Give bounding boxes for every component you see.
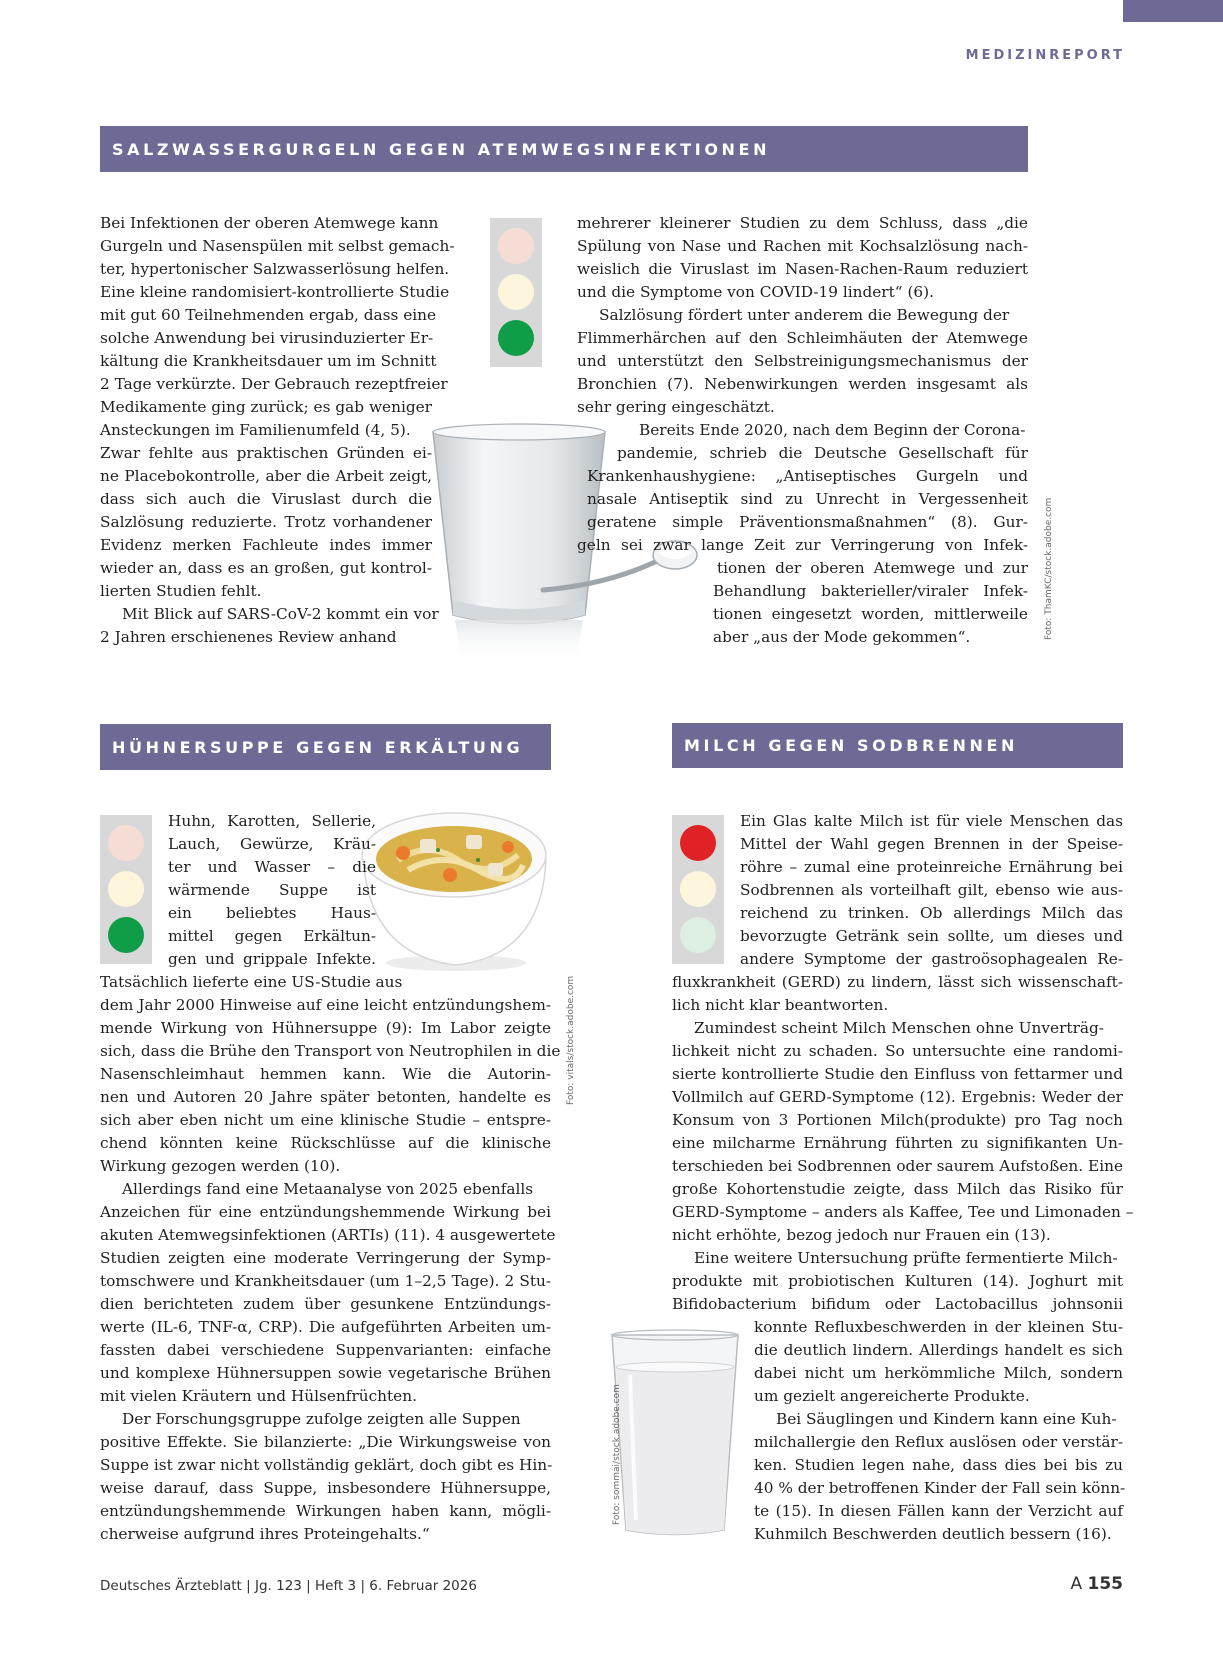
text-line: ein beliebtes Haus- — [168, 904, 376, 922]
text-line: milchallergie den Reflux auslösen oder verstär- — [754, 1433, 1123, 1451]
text-line: röhre – zumal eine proteinreiche Ernährung bei — [740, 858, 1123, 876]
text-line: andere Symptome der gastroösophagealen Re- — [740, 950, 1123, 968]
text-line: entzündungshemmende Wirkungen haben kann, mögli- — [100, 1502, 551, 1520]
text-line: Huhn, Karotten, Sellerie, — [168, 812, 376, 830]
text-line: Bronchien (7). Nebenwirkungen werden insgesamt als — [577, 375, 1028, 393]
text-line: Kuhmilch Beschwerden deutlich bessern (16). — [754, 1525, 1112, 1543]
text-line: sierte kontrollierte Studie den Einfluss von fettarmer und — [672, 1065, 1123, 1083]
text-line: ne Placebokontrolle, aber die Arbeit zeigt, — [100, 467, 432, 485]
page-number — [1070, 1574, 1123, 1594]
text-line: Krankenhaushygiene: „Antiseptisches Gurgeln und — [587, 467, 1028, 485]
text-line: Evidenz merken Fachleute indes immer — [100, 536, 432, 554]
salzwasser-section-title: SALZWASSERGURGELN GEGEN ATEMWEGSINFEKTIONEN — [100, 126, 1028, 172]
text-line: dien berichteten zudem über gesunkene Entzündungs- — [100, 1295, 551, 1313]
corner-accent-bar — [1123, 0, 1223, 22]
text-line: aber „aus der Mode gekommen“. — [713, 628, 971, 646]
salzwasser-photo-credit: Foto: ThamKC/stock.adobe.com — [1044, 497, 1054, 640]
text-line: wieder an, dass es an großen, gut kontrol- — [100, 559, 432, 577]
text-line: Gurgeln und Nasenspülen mit selbst gemach- — [100, 237, 455, 255]
text-line: und unterstützt den Selbstreinigungsmechanismus der — [577, 352, 1028, 370]
text-line: Bei Säuglingen und Kindern kann eine Kuh- — [776, 1410, 1117, 1428]
milch-photo-credit: Foto: sommai/stock.adobe.com — [612, 1384, 622, 1525]
text-line: Eine kleine randomisiert-kontrollierte Studie — [100, 283, 450, 301]
text-line: Wirkung gezogen werden (10). — [100, 1157, 341, 1175]
text-line: produkte mit probiotischen Kulturen (14). Joghurt mit — [672, 1272, 1123, 1290]
text-line: Bifidobacterium bifidum oder Lactobacillus johnsonii — [672, 1295, 1123, 1313]
text-line: wärmende Suppe ist — [168, 881, 376, 899]
text-line: tionen eingesetzt worden, mittlerweile — [713, 605, 1028, 623]
huehnersuppe-text — [100, 810, 561, 1546]
text-line: nicht erhöhte, bezog jedoch nur Frauen ein (13). — [672, 1226, 1051, 1244]
text-line: positive Effekte. Sie bilanzierte: „Die Wirkungsweise von — [100, 1433, 551, 1451]
milch-text — [672, 810, 1134, 1546]
text-line: Tatsächlich lieferte eine US-Studie aus — [100, 973, 403, 991]
page-prefix: A — [1070, 1574, 1083, 1594]
text-line: solche Anwendung bei virusinduzierter Er- — [100, 329, 434, 347]
text-line: 40 % der betroffenen Kinder der Fall sein könn- — [754, 1479, 1126, 1497]
text-line: und komplexe Hühnersuppen sowie vegetarische Brühen — [100, 1364, 551, 1382]
text-line: konnte Refluxbeschwerden in der kleinen Stu- — [754, 1318, 1123, 1336]
text-line: gen und grippale Infekte. — [168, 950, 376, 968]
text-line: 2 Tage verkürzte. Der Gebrauch rezeptfreier — [100, 375, 448, 393]
milch-section-title: MILCH GEGEN SODBRENNEN — [672, 723, 1123, 768]
text-line: nen und Autoren 20 Jahre später betonten, handelte es — [100, 1088, 551, 1106]
text-line: tomschwere und Krankheitsdauer (um 1–2,5 Tage). 2 Stu- — [100, 1272, 551, 1290]
text-line: lich nicht klar beantworten. — [672, 996, 889, 1014]
text-line: ter, hypertonischer Salzwasserlösung helfen. — [100, 260, 450, 278]
text-line: chend könnten keine Rückschlüsse auf die klinische — [100, 1134, 551, 1152]
text-line: große Kohortenstudie zeigte, dass Milch das Risiko für — [672, 1180, 1123, 1198]
text-line: Medikamente ging zurück; es gab weniger — [100, 398, 432, 416]
text-line: mit vielen Kräutern und Hülsenfrüchten. — [100, 1387, 417, 1405]
huehnersuppe-section-title: HÜHNERSUPPE GEGEN ERKÄLTUNG — [100, 724, 551, 770]
text-line: Ein Glas kalte Milch ist für viele Menschen das — [740, 812, 1123, 830]
text-line: kältung die Krankheitsdauer um im Schnitt — [100, 352, 437, 370]
text-line: Spülung von Nase und Rachen mit Kochsalzlösung nach- — [577, 237, 1028, 255]
text-line: Bereits Ende 2020, nach dem Beginn der Corona- — [639, 421, 1026, 439]
text-line: nasale Antiseptik sind zu Unrecht in Vergessenheit — [587, 490, 1028, 508]
text-line: dem Jahr 2000 Hinweise auf eine leicht entzündungshem- — [100, 996, 551, 1014]
text-line: eine milcharme Ernährung führten zu signifikanten Un- — [672, 1134, 1123, 1152]
text-line: und die Symptome von COVID-19 lindert“ (6). — [577, 283, 934, 301]
text-line: Flimmerhärchen auf den Schleimhäuten der Atemwege — [577, 329, 1028, 347]
text-line: Vollmilch auf GERD-Symptome (12). Ergebnis: Weder der — [672, 1088, 1123, 1106]
traffic-light-middle-dot — [498, 274, 534, 310]
text-line: 2 Jahren erschienenes Review anhand — [100, 628, 397, 646]
text-line: mende Wirkung von Hühnersuppe (9): Im Labor zeigte — [100, 1019, 551, 1037]
text-line: sich, dass die Brühe den Transport von Neutrophilen in die — [100, 1042, 561, 1060]
text-line: geln sei zwar lange Zeit zur Verringerung von Infek- — [577, 536, 1028, 554]
salzwasser-column-2 — [577, 212, 1028, 649]
text-line: Suppe ist zwar nicht vollständig geklärt, doch gibt es Hin- — [100, 1456, 553, 1474]
text-line: cherweise aufgrund ihres Proteingehalts.“ — [100, 1525, 430, 1543]
journal-citation: Deutsches Ärzteblatt | Jg. 123 | Heft 3 | 6. Februar 2026 — [100, 1578, 477, 1594]
text-line: Salzlösung reduzierte. Trotz vorhandener — [100, 513, 432, 531]
section-label: MEDIZINREPORT — [965, 48, 1125, 63]
text-line: Eine weitere Untersuchung prüfte fermentierte Milch- — [694, 1249, 1118, 1267]
text-line: weise darauf, dass Suppe, insbesondere Hühnersuppe, — [100, 1479, 551, 1497]
text-line: Konsum von 3 Portionen Milch(produkte) pro Tag noch — [672, 1111, 1123, 1129]
text-line: fluxkrankheit (GERD) zu lindern, lässt sich wissenschaft- — [672, 973, 1123, 991]
text-line: Zwar fehlte aus praktischen Gründen ei- — [100, 444, 432, 462]
text-line: akuten Atemwegsinfektionen (ARTIs) (11). 4 ausgewertete — [100, 1226, 556, 1244]
salzwasser-column-1 — [100, 212, 455, 649]
text-line: Allerdings fand eine Metaanalyse von 2025 ebenfalls — [122, 1180, 534, 1198]
text-line: sehr gering eingeschätzt. — [577, 398, 775, 416]
text-line: ken. Studien legen nahe, dass dies bei bis zu — [754, 1456, 1123, 1474]
text-line: Zumindest scheint Milch Menschen ohne Unverträg- — [694, 1019, 1104, 1037]
text-line: Behandlung bakterieller/viraler Infek- — [713, 582, 1028, 600]
text-line: te (15). In diesen Fällen kann der Verzicht auf — [754, 1502, 1123, 1520]
text-line: Bei Infektionen der oberen Atemwege kann — [100, 214, 439, 232]
text-line: bevorzugte Getränk sein sollte, um dieses und — [740, 927, 1123, 945]
text-line: Ansteckungen im Familienumfeld (4, 5). — [100, 421, 411, 439]
text-line: die deutlich lindern. Allerdings handelt es sich — [754, 1341, 1123, 1359]
text-line: terschieden bei Sodbrennen oder saurem Aufstoßen. Eine — [672, 1157, 1123, 1175]
page-number-value: 155 — [1087, 1574, 1123, 1594]
text-line: reichend zu trinken. Ob allerdings Milch das — [740, 904, 1123, 922]
text-line: Studien zeigten eine moderate Verringerung der Symp- — [100, 1249, 551, 1267]
text-line: lierten Studien fehlt. — [100, 582, 262, 600]
text-line: mittel gegen Erkältun- — [168, 927, 376, 945]
text-line: tionen der oberen Atemwege und zur — [717, 559, 1028, 577]
text-line: mit gut 60 Teilnehmenden ergab, dass eine — [100, 306, 437, 324]
text-line: Mit Blick auf SARS-CoV-2 kommt ein vor — [122, 605, 439, 623]
text-line: Lauch, Gewürze, Kräu- — [168, 835, 376, 853]
text-line: dabei nicht um herkömmliche Milch, sondern — [754, 1364, 1123, 1382]
text-line: weislich die Viruslast im Nasen-Rachen-Raum reduziert — [577, 260, 1028, 278]
text-line: um gezielt angereicherte Produkte. — [754, 1387, 1030, 1405]
text-line: Salzlösung fördert unter anderem die Bewegung der — [599, 306, 1010, 324]
text-line: ter und Wasser – die — [168, 858, 376, 876]
text-line: geratene simple Präventionsmaßnahmen“ (8). Gur- — [587, 513, 1028, 531]
text-line: Der Forschungsgruppe zufolge zeigten alle Suppen — [122, 1410, 521, 1428]
text-line: lichkeit nicht zu schaden. So untersuchte eine randomi- — [672, 1042, 1123, 1060]
huehnersuppe-photo-credit: Foto: vitals/stock.adobe.com — [566, 975, 576, 1105]
traffic-light-top-dot — [498, 228, 534, 264]
text-line: dass sich auch die Viruslast durch die — [100, 490, 432, 508]
text-line: Sodbrennen als vorteilhaft gilt, ebenso wie aus- — [740, 881, 1123, 899]
text-line: mehrerer kleinerer Studien zu dem Schluss, dass „die — [577, 214, 1028, 232]
text-line: GERD-Symptome – anders als Kaffee, Tee und Limonaden – — [672, 1203, 1134, 1221]
text-line: fassten dabei verschiedene Suppenvarianten: einfache — [100, 1341, 551, 1359]
salzwasser-traffic-light-icon — [490, 218, 542, 367]
text-line: sich aber eben nicht um eine klinische Studie – entspre- — [100, 1111, 551, 1129]
text-line: werte (IL-6, TNF-α, CRP). Die aufgeführten Arbeiten um- — [100, 1318, 551, 1336]
text-line: pandemie, schrieb die Deutsche Gesellschaft für — [617, 444, 1028, 462]
text-line: Anzeichen für eine entzündungshemmende Wirkung bei — [100, 1203, 551, 1221]
text-line: Nasenschleimhaut hemmen kann. Wie die Autorin- — [100, 1065, 551, 1083]
text-line: Mittel der Wahl gegen Brennen in der Speise- — [740, 835, 1123, 853]
traffic-light-bottom-dot — [498, 320, 534, 356]
